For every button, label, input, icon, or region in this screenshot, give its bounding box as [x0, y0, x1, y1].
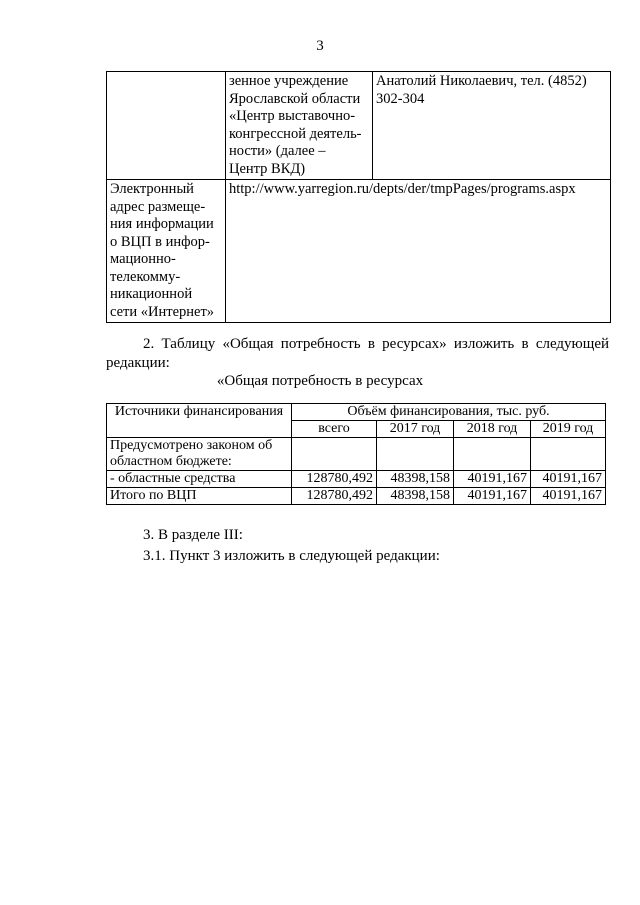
cell-2017: 48398,158 — [377, 488, 454, 505]
column-header-2018: 2018 год — [454, 421, 531, 438]
row-label: - областные средства — [107, 471, 292, 488]
column-header-2017: 2017 год — [377, 421, 454, 438]
cell-2018: 40191,167 — [454, 488, 531, 505]
paragraph-3: 3. В разделе III: — [143, 527, 243, 543]
cell-total — [292, 438, 377, 471]
electronic-address-label: Электронный адрес размеще- ния информации о ВЦП в инфор- мационно- телекомму- никационной сети «Интернет» — [107, 180, 226, 323]
cell-2017 — [377, 438, 454, 471]
paragraph-2: 2. Таблицу «Общая потребность в ресурсах» изложить в следующей редакции: — [106, 336, 609, 371]
row-label: Итого по ВЦП — [107, 488, 292, 505]
cell-2019: 40191,167 — [531, 488, 606, 505]
column-header-2019: 2019 год — [531, 421, 606, 438]
program-info-table — [106, 71, 611, 323]
table-row — [107, 488, 606, 505]
table-row — [107, 72, 611, 180]
row-label: Предусмотрено законом об областном бюджете: — [107, 438, 292, 471]
cell-total: 128780,492 — [292, 488, 377, 505]
table-row — [107, 438, 606, 471]
table-row — [107, 471, 606, 488]
resources-table-title: «Общая потребность в ресурсах — [216, 373, 424, 389]
header-volume: Объём финансирования, тыс. руб. — [292, 404, 606, 421]
electronic-address-link[interactable]: http://www.yarregion.ru/depts/der/tmpPages/programs.aspx — [226, 180, 611, 323]
cell-2018 — [454, 438, 531, 471]
contact-person-cell: Анатолий Николаевич, тел. (4852) 302-304 — [373, 72, 611, 180]
resources-table — [106, 403, 606, 505]
cell-2018: 40191,167 — [454, 471, 531, 488]
table-row — [107, 180, 611, 323]
column-header-total: всего — [292, 421, 377, 438]
cell-total: 128780,492 — [292, 471, 377, 488]
cell-2017: 48398,158 — [377, 471, 454, 488]
cell-2019 — [531, 438, 606, 471]
table-cell-empty — [107, 72, 226, 180]
table-header-row — [107, 404, 606, 421]
paragraph-3-1: 3.1. Пункт 3 изложить в следующей редакции: — [143, 548, 440, 564]
page-number: 3 — [316, 38, 324, 54]
header-source: Источники финансирования — [107, 404, 292, 438]
cell-2019: 40191,167 — [531, 471, 606, 488]
executor-organization-cell: зенное учреждение Ярославской области «Центр выставочно- конгрессной деятель- ности» (далее – Центр ВКД) — [226, 72, 373, 180]
